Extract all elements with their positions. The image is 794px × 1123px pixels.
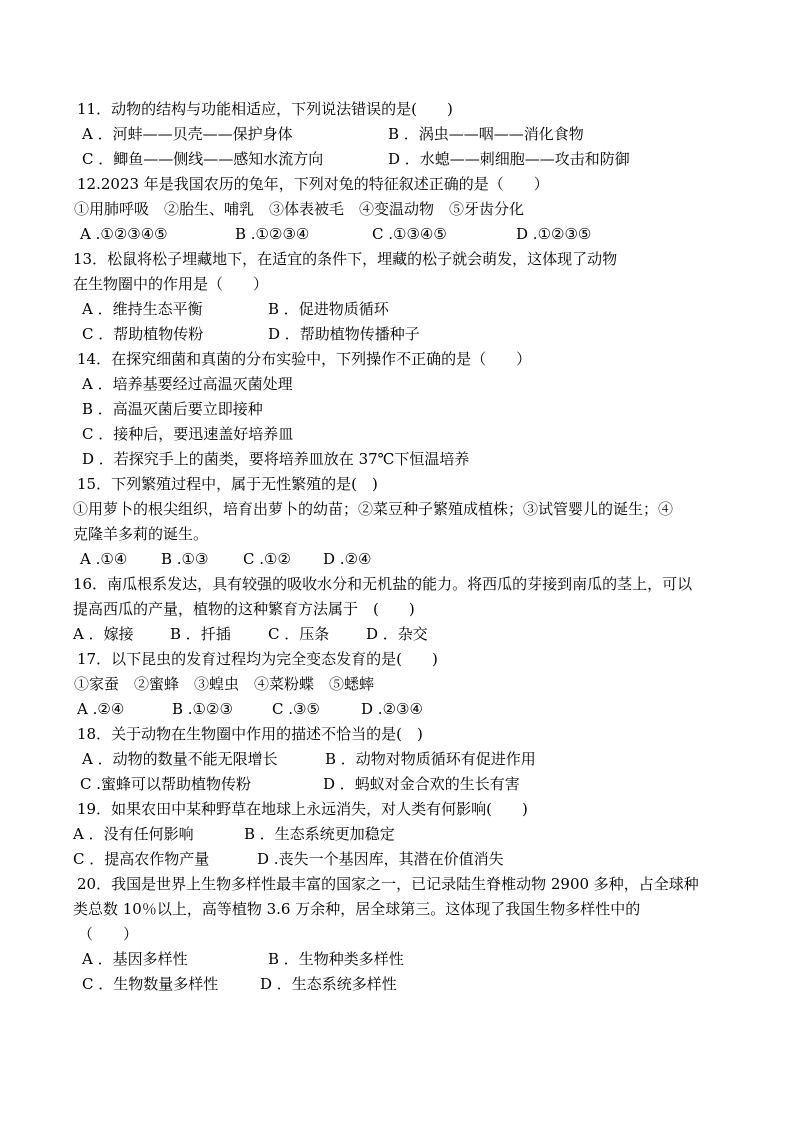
question-19-stem: 19．如果农田中某种野草在地球上永远消失，对人类有何影响( ) [77, 800, 528, 818]
q16-option-b: B ．扦插 [170, 625, 231, 643]
q11-option-b: B ．涡虫——咽——消化食物 [388, 125, 584, 143]
q11-option-c: C ．鲫鱼——侧线——感知水流方向 [82, 150, 324, 168]
q18-option-c: C .蜜蜂可以帮助植物传粉 [80, 775, 252, 793]
q19-option-d: D .丧失一个基因库，其潜在价值消失 [257, 850, 504, 868]
q13-option-d: D ．帮助植物传播种子 [268, 325, 420, 343]
q17-option-c: C .③⑤ [272, 700, 320, 718]
q17-items: ①家蚕 ②蜜蜂 ③蝗虫 ④菜粉蝶 ⑤蟋蟀 [74, 675, 375, 693]
q20-option-c: C ．生物数量多样性 [82, 975, 219, 993]
q11-option-d: D ．水螅——刺细胞——攻击和防御 [388, 150, 630, 168]
question-11-stem: 11．动物的结构与功能相适应，下列说法错误的是( ) [77, 100, 453, 118]
q14-option-a: A ．培养基要经过高温灭菌处理 [82, 375, 293, 393]
q15-option-b: B .①③ [161, 550, 209, 568]
q11-option-a: A ．河蚌——贝壳——保护身体 [82, 125, 293, 143]
question-20-stem-cont: 类总数 10％以上，高等植物 3.6 万余种，居全球第三。这体现了我国生物多样性中的 [73, 900, 641, 918]
q20-option-d: D ．生态系统多样性 [260, 975, 397, 993]
q16-option-c: C ．压条 [268, 625, 330, 643]
q20-option-b: B ．生物种类多样性 [268, 950, 404, 968]
q16-option-a: A ．嫁接 [73, 625, 134, 643]
q18-option-d: D ．蚂蚁对金合欢的生长有害 [323, 775, 520, 793]
q12-items: ①用肺呼吸 ②胎生、哺乳 ③体表被毛 ④变温动物 ⑤牙齿分化 [74, 200, 525, 218]
question-15-stem: 15．下列繁殖过程中，属于无性繁殖的是( ) [77, 475, 378, 493]
question-13-stem: 13．松鼠将松子埋藏地下，在适宜的条件下，埋藏的松子就会萌发，这体现了动物 [73, 250, 618, 268]
q19-option-b: B ．生态系统更加稳定 [244, 825, 395, 843]
q13-option-c: C ．帮助植物传粉 [82, 325, 204, 343]
question-20-stem: 20．我国是世界上生物多样性最丰富的国家之一，已记录陆生脊椎动物 2900 多种，占全球种 [77, 875, 699, 893]
q17-option-b: B .①②③ [172, 700, 233, 718]
q14-option-b: B ．高温灭菌后要立即接种 [82, 400, 263, 418]
q15-items-cont: 克隆羊多莉的诞生。 [73, 525, 209, 543]
q12-option-a: A .①②③④⑤ [80, 225, 168, 243]
question-14-stem: 14．在探究细菌和真菌的分布实验中，下列操作不正确的是（ ） [77, 350, 532, 368]
q14-option-d: D ．若探究手上的菌类，要将培养皿放在 37℃下恒温培养 [82, 450, 470, 468]
question-12-stem: 12.2023 年是我国农历的兔年，下列对兔的特征叙述正确的是（ ） [77, 175, 549, 193]
question-16-stem: 16．南瓜根系发达，具有较强的吸收水分和无机盐的能力。将西瓜的芽接到南瓜的茎上，可以 [73, 575, 693, 593]
question-13-stem-cont: 在生物圈中的作用是（ ） [73, 275, 269, 293]
q15-option-d: D .②④ [323, 550, 372, 568]
q13-option-a: A ．维持生态平衡 [82, 300, 203, 318]
q17-option-d: D .②③④ [361, 700, 423, 718]
q15-option-c: C .①② [243, 550, 291, 568]
q14-option-c: C ．接种后，要迅速盖好培养皿 [82, 425, 294, 443]
q12-option-c: C .①③④⑤ [372, 225, 447, 243]
q18-option-b: B ．动物对物质循环有促进作用 [325, 750, 536, 768]
q15-items: ①用萝卜的根尖组织，培育出萝卜的幼苗；②菜豆种子繁殖成植株；③试管婴儿的诞生；④ [73, 500, 674, 518]
question-20-answer-blank: （ ） [78, 925, 139, 943]
q19-option-c: C ．提高农作物产量 [73, 850, 210, 868]
q20-option-a: A ．基因多样性 [82, 950, 188, 968]
q18-option-a: A ．动物的数量不能无限增长 [82, 750, 278, 768]
q16-option-d: D ．杂交 [366, 625, 428, 643]
q19-option-a: A ．没有任何影响 [73, 825, 194, 843]
q15-option-a: A .①④ [80, 550, 128, 568]
q12-option-b: B .①②③④ [235, 225, 310, 243]
q13-option-b: B ．促进物质循环 [268, 300, 389, 318]
q17-option-a: A .②④ [77, 700, 125, 718]
question-17-stem: 17．以下昆虫的发育过程均为完全变态发育的是( ) [77, 650, 438, 668]
question-18-stem: 18．关于动物在生物圈中作用的描述不恰当的是( ) [77, 725, 423, 743]
q12-option-d: D .①②③⑤ [516, 225, 592, 243]
question-16-stem-cont: 提高西瓜的产量，植物的这种繁育方法属于 ( ) [73, 600, 415, 618]
